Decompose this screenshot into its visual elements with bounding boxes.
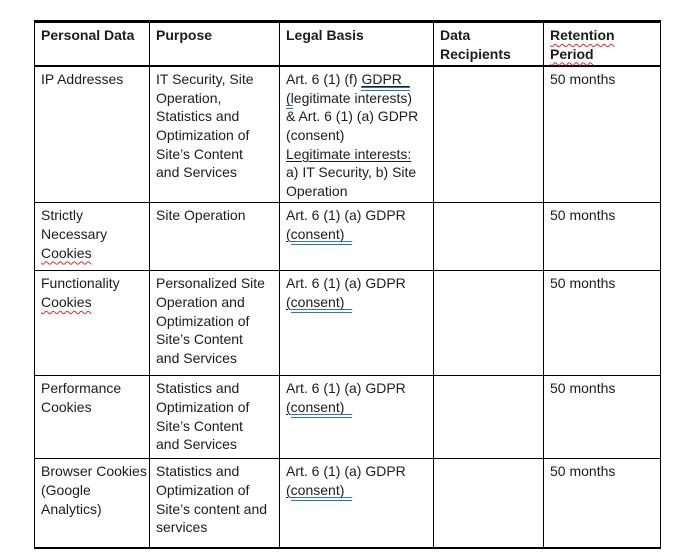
text-line — [156, 274, 274, 293]
cell-purpose — [150, 203, 280, 271]
text-segment: Optimization of — [156, 398, 250, 415]
text-segment: Retention — [550, 27, 615, 43]
text-line — [550, 379, 655, 398]
text-segment: Browser Cookies — [41, 463, 147, 480]
text-segment: Optimization of — [156, 126, 250, 143]
text-segment: Operation and — [156, 293, 245, 310]
text-segment: Personalized Site — [156, 275, 265, 292]
text-line — [41, 293, 144, 312]
text-line — [41, 379, 144, 398]
header-cell-purpose — [150, 22, 280, 67]
text-segment: consent) — [290, 225, 353, 242]
text-segment: legitimate interests) — [290, 89, 413, 106]
cell-data-recipients — [434, 271, 544, 376]
cell-personal-data — [35, 459, 150, 548]
table-row-functionality-cookies — [35, 271, 661, 376]
table-row-strictly-necessary-cookies — [35, 203, 661, 271]
text-line — [156, 398, 274, 417]
text-line — [286, 70, 428, 89]
text-line — [286, 126, 428, 145]
text-line — [41, 225, 144, 244]
table-header-row — [35, 22, 661, 67]
text-line — [41, 481, 144, 500]
text-line — [156, 26, 274, 45]
text-segment: Necessary — [41, 225, 108, 242]
table-row-ip-addresses — [35, 66, 661, 203]
cell-retention-period — [544, 459, 661, 548]
text-line — [286, 398, 428, 417]
text-line — [156, 107, 274, 126]
text-segment: Period — [550, 45, 594, 62]
text-line — [156, 462, 274, 481]
text-line — [550, 206, 655, 225]
text-line — [286, 107, 428, 126]
text-line — [286, 293, 428, 312]
text-segment: Art. 6 (1) (f) — [286, 71, 362, 88]
text-segment: Site’s Content — [156, 331, 243, 348]
cell-retention-period — [544, 271, 661, 376]
text-line — [156, 293, 274, 312]
cell-data-recipients — [434, 66, 544, 203]
text-segment: Cookies — [41, 244, 92, 261]
text-segment: ( — [286, 225, 291, 242]
text-segment: Legal Basis — [286, 27, 364, 43]
text-line — [286, 145, 428, 164]
text-line — [286, 379, 428, 398]
text-line — [286, 206, 428, 225]
text-segment: Performance — [41, 380, 122, 397]
text-segment: Cookies — [41, 398, 92, 415]
cell-retention-period — [544, 66, 661, 203]
text-line — [156, 349, 274, 368]
text-segment: a) IT Security, b) Site — [286, 164, 417, 181]
cell-retention-period — [544, 203, 661, 271]
text-line — [286, 225, 428, 244]
gdpr-data-processing-table — [34, 20, 661, 549]
text-segment: Legitimate interests: — [286, 145, 412, 162]
text-segment: Operation — [286, 182, 348, 199]
cell-personal-data — [35, 203, 150, 271]
text-line — [156, 126, 274, 145]
text-line — [156, 330, 274, 349]
text-segment: consent) — [290, 398, 353, 415]
text-line — [440, 26, 538, 45]
text-line — [286, 481, 428, 500]
text-segment: Operation, — [156, 89, 222, 106]
text-line — [156, 379, 274, 398]
text-segment: consent) — [290, 481, 353, 498]
cell-legal-basis — [280, 66, 434, 203]
text-line — [41, 500, 144, 519]
cell-data-recipients — [434, 459, 544, 548]
text-segment: Recipients — [440, 45, 511, 62]
cell-retention-period — [544, 376, 661, 459]
text-segment: Art. 6 (1) (a) GDPR — [286, 207, 406, 224]
cell-data-recipients — [434, 203, 544, 271]
text-segment: Optimization of — [156, 312, 250, 329]
text-line — [156, 500, 274, 519]
text-line — [286, 163, 428, 182]
cell-personal-data — [35, 271, 150, 376]
text-line — [286, 26, 428, 45]
text-segment: ( — [286, 89, 291, 106]
text-line — [550, 274, 655, 293]
text-line — [41, 26, 144, 45]
document-page — [34, 20, 661, 549]
text-segment: 50 months — [550, 380, 616, 397]
text-segment: Cookies — [41, 293, 92, 310]
text-line — [286, 89, 428, 108]
header-cell-retention-period — [544, 22, 661, 67]
text-segment: ( — [286, 398, 291, 415]
text-line — [156, 435, 274, 454]
text-segment: Art. 6 (1) (a) GDPR — [286, 463, 406, 480]
text-segment: and Services — [156, 349, 237, 366]
cell-purpose — [150, 376, 280, 459]
text-segment: GDPR — [361, 71, 410, 88]
text-line — [156, 89, 274, 108]
text-line — [156, 481, 274, 500]
text-line — [550, 26, 655, 45]
text-segment: Art. 6 (1) (a) GDPR — [286, 380, 406, 397]
cell-legal-basis — [280, 203, 434, 271]
text-segment: 50 months — [550, 275, 616, 292]
text-segment: Statistics and — [156, 380, 240, 397]
text-segment: Site’s Content — [156, 417, 243, 434]
text-segment: 50 months — [550, 71, 616, 88]
text-segment: Analytics) — [41, 500, 102, 517]
text-segment: IP Addresses — [41, 71, 124, 88]
text-segment: services — [156, 519, 208, 536]
cell-purpose — [150, 459, 280, 548]
text-line — [41, 70, 144, 89]
text-segment: Statistics and — [156, 108, 240, 125]
text-segment: 50 months — [550, 463, 616, 480]
text-segment: 50 months — [550, 207, 616, 224]
cell-personal-data — [35, 66, 150, 203]
text-segment: Purpose — [156, 27, 213, 43]
text-segment: and Services — [156, 436, 237, 453]
cell-legal-basis — [280, 459, 434, 548]
text-segment: IT Security, Site — [156, 71, 254, 88]
text-segment: Statistics and — [156, 463, 240, 480]
text-line — [41, 462, 147, 481]
text-segment: consent) — [290, 293, 353, 310]
text-line — [156, 145, 274, 164]
text-segment: Strictly — [41, 207, 83, 224]
text-segment: ( — [286, 293, 291, 310]
cell-purpose — [150, 66, 280, 203]
text-line — [41, 274, 144, 293]
text-segment: Optimization of — [156, 481, 250, 498]
text-segment: Personal Data — [41, 27, 135, 43]
text-segment: ( — [286, 481, 291, 498]
text-line — [286, 274, 428, 293]
text-line — [550, 70, 655, 89]
text-line — [550, 45, 655, 64]
text-line — [156, 70, 274, 89]
text-segment: Data — [440, 27, 471, 43]
text-line — [156, 163, 274, 182]
cell-personal-data — [35, 376, 150, 459]
text-line — [286, 462, 428, 481]
text-segment: (Google — [41, 481, 91, 498]
cell-data-recipients — [434, 376, 544, 459]
text-segment: & Art. 6 (1) (a) GDPR — [286, 108, 419, 125]
cell-purpose — [150, 271, 280, 376]
table-row-performance-cookies — [35, 376, 661, 459]
text-line — [41, 398, 144, 417]
table-row-browser-cookies — [35, 459, 661, 548]
cell-legal-basis — [280, 271, 434, 376]
text-line — [156, 206, 274, 225]
text-segment: Site Operation — [156, 207, 246, 224]
text-segment: Art. 6 (1) (a) GDPR — [286, 275, 406, 292]
text-line — [156, 518, 274, 537]
text-line — [156, 417, 274, 436]
header-cell-legal-basis — [280, 22, 434, 67]
text-line — [41, 206, 144, 225]
text-line — [550, 462, 655, 481]
text-segment: Site’s content and — [156, 500, 268, 517]
cell-legal-basis — [280, 376, 434, 459]
text-segment: (consent) — [286, 126, 345, 143]
text-segment: Functionality — [41, 275, 120, 292]
text-line — [286, 182, 428, 201]
text-line — [156, 312, 274, 331]
text-line — [41, 244, 144, 263]
header-cell-personal-data — [35, 22, 150, 67]
header-cell-data-recipients — [434, 22, 544, 67]
text-segment: and Services — [156, 164, 237, 181]
text-segment: Site’s Content — [156, 145, 243, 162]
text-line — [440, 45, 538, 64]
